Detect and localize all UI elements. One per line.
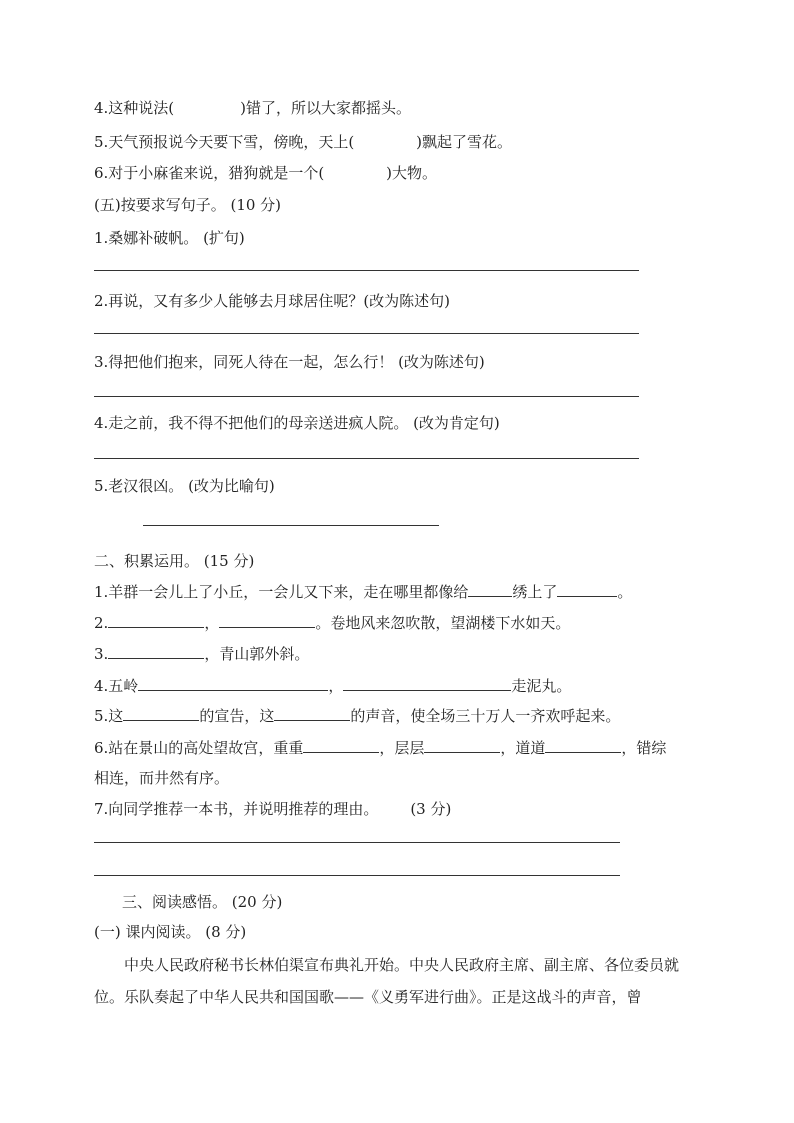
accumulate-question-6: 6.站在景山的高处望故宫，重重 ，层层 ，道道 ，错综 [94, 739, 667, 757]
accumulate-question-3: 3. ，青山郭外斜。 [94, 645, 310, 663]
answer-blank[interactable] [545, 738, 621, 753]
section-5-heading: (五)按要求写句子。 (10 分) [94, 196, 282, 214]
accumulate-question-1: 1.羊群一会儿上了小丘，一会儿又下来，走在哪里都像给 绣上了 。 [94, 583, 633, 601]
part-3-sub-heading: (一) 课内阅读。 (8 分) [94, 923, 247, 941]
fill-question-4: 4.这种说法( )错了，所以大家都摇头。 [94, 99, 412, 117]
answer-line[interactable] [94, 333, 639, 334]
answer-blank[interactable] [424, 738, 500, 753]
answer-line[interactable] [94, 842, 620, 843]
answer-line[interactable] [94, 458, 639, 459]
fill-question-6: 6.对于小麻雀来说，猎狗就是一个( )大物。 [94, 164, 438, 182]
answer-line[interactable] [143, 525, 439, 526]
rewrite-item-5: 5.老汉很凶。 (改为比喻句) [94, 477, 275, 495]
accumulate-question-5: 5.这 的宣告，这 的声音，使全场三十万人一齐欢呼起来。 [94, 707, 621, 725]
answer-blank[interactable] [274, 706, 350, 721]
accumulate-question-4: 4.五岭 ， 走泥丸。 [94, 677, 572, 695]
part-2-heading: 二、积累运用。 (15 分) [94, 552, 255, 570]
answer-blank[interactable] [108, 644, 204, 659]
answer-blank[interactable] [343, 676, 511, 691]
reading-passage: 中央人民政府秘书长林伯渠宣布典礼开始。中央人民政府主席、副主席、各位委员就位。乐队奏起了中华人民共和国国歌——《义勇军进行曲》。正是这战斗的声音，曾 [94, 956, 680, 1006]
accumulate-question-2: 2. ， 。卷地风来忽吹散，望湖楼下水如天。 [94, 614, 571, 632]
fill-question-5: 5.天气预报说今天要下雪，傍晚，天上( )飘起了雪花。 [94, 133, 513, 151]
rewrite-item-3: 3.得把他们抱来，同死人待在一起，怎么行！ (改为陈述句) [94, 353, 485, 371]
answer-blank[interactable] [219, 613, 315, 628]
rewrite-item-4: 4.走之前，我不得不把他们的母亲送进疯人院。 (改为肯定句) [94, 414, 500, 432]
part-3-heading: 三、阅读感悟。 (20 分) [122, 893, 283, 911]
answer-blank[interactable] [557, 582, 617, 597]
rewrite-item-1: 1.桑娜补破帆。 (扩句) [94, 229, 245, 247]
accumulate-question-6-continued: 相连，而井然有序。 [94, 769, 230, 787]
accumulate-question-7: 7.向同学推荐一本书，并说明推荐的理由。 (3 分) [94, 800, 452, 818]
answer-blank[interactable] [138, 676, 328, 691]
answer-blank[interactable] [123, 706, 199, 721]
answer-line[interactable] [94, 270, 639, 271]
answer-blank[interactable] [108, 613, 204, 628]
answer-line[interactable] [94, 396, 639, 397]
answer-blank[interactable] [468, 582, 512, 597]
answer-blank[interactable] [303, 738, 379, 753]
answer-line[interactable] [94, 875, 620, 876]
rewrite-item-2: 2.再说，又有多少人能够去月球居住呢？(改为陈述句) [94, 292, 451, 310]
